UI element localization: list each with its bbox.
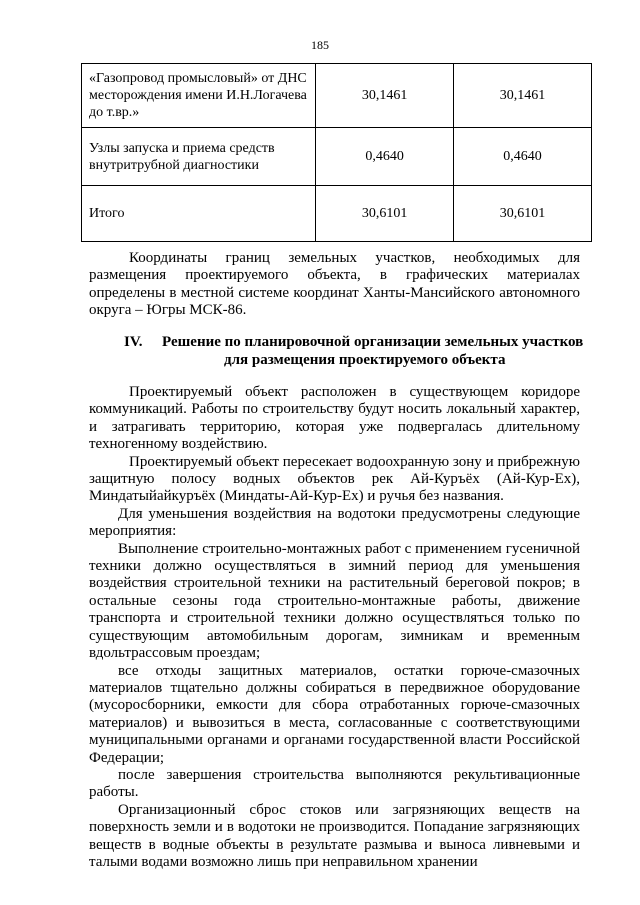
table-cell-value: 30,1461 [454,64,592,128]
table-cell-value: 30,6101 [454,186,592,242]
section-title-line1: Решение по планировочной организации земельных участков [162,334,584,350]
coordinates-paragraph: Координаты границ земельных участков, необходимых для размещения проектируемого объекта, в графических материалах определены в местной системе координат Ханты-Мансийского автономного округа – Югры МСК-86. [89,250,580,319]
body-paragraph: после завершения строительства выполняются рекультивационные работы. [89,766,580,801]
body-paragraph: Выполнение строительно-монтажных работ с применением гусеничной техники должно осуществляться в зимний период для уменьшения воздействия строительной техники на растительный береговой покров; в остальные сезоны года строительно-монтажные работы, движение транспорта и строительной техники должно осуществляться только по существующим автомобильным дорогам, зимникам и временным вдольтрассовым проездам; [89,540,580,662]
land-area-table [81,63,592,242]
body-paragraph: Организационный сброс стоков или загрязняющих веществ на поверхность земли и в водотоки не производится. Попадание загрязняющих веществ в водные объекты в результате размыва и выноса ливневыми и талыми водами возможно лишь при неправильном хранении [89,801,580,870]
body-paragraph: Проектируемый объект пересекает водоохранную зону и прибрежную защитную полосу водных объектов рек Ай-Куръёх (Ай-Кур-Ех), Миндатыйайкуръёх (Миндаты-Ай-Кур-Ех) и ручья без названия. [89,453,580,505]
page-number: 185 [311,38,329,52]
section-body [89,384,580,871]
table-row [82,128,592,186]
coordinates-paragraph-block [89,250,580,320]
table-cell-name: Узлы запуска и приема средств внутритрубной диагностики [82,128,316,186]
body-paragraph: Для уменьшения воздействия на водотоки предусмотрены следующие мероприятия: [89,505,580,540]
table-cell-name: Итого [82,186,316,242]
table-cell-name: «Газопровод промысловый» от ДНС месторождения имени И.Н.Логачева до т.вр.» [82,64,316,128]
table-cell-value: 0,4640 [316,128,454,186]
section-number: IV. [124,334,143,350]
section-title-line2: для размещения проектируемого объекта [224,352,506,368]
table-cell-value: 30,6101 [316,186,454,242]
table-row [82,64,592,128]
table-cell-value: 0,4640 [454,128,592,186]
body-paragraph: все отходы защитных материалов, остатки горюче-смазочных материалов тщательно должны собираться в передвижное оборудование (мусоросборники, емкости для сбора отработанных горюче-смазочных материалов) и вывозиться в места, согласованные с соответствующими муниципальными органами и органами государственной власти Российской Федерации; [89,662,580,766]
table-cell-value: 30,1461 [316,64,454,128]
body-paragraph: Проектируемый объект расположен в существующем коридоре коммуникаций. Работы по строительству будут носить локальный характер, и затрагивать территорию, которая уже подвергалась длительному техногенному воздействию. [89,384,580,453]
table-row [82,186,592,242]
